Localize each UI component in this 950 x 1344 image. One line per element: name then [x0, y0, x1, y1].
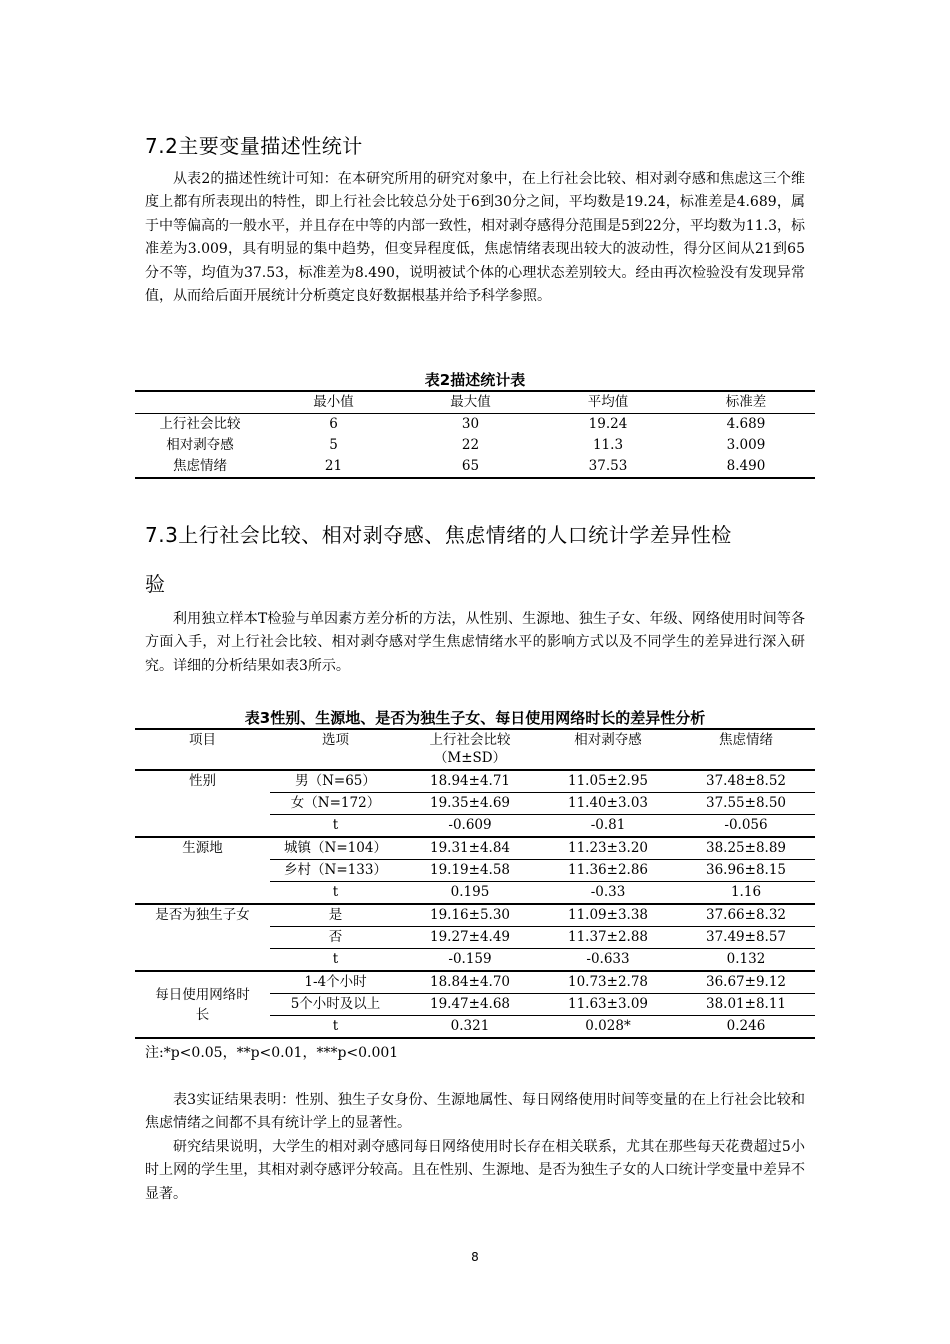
table-cell: 19.24	[588, 416, 628, 432]
table-cell: 19.31±4.84	[401, 837, 539, 860]
table-cell: 0.246	[677, 1016, 815, 1039]
table-row	[135, 770, 815, 793]
table-2-title: 表2描述统计表	[424, 371, 526, 389]
table-2-header	[135, 391, 265, 414]
section-7-3-heading: 7.3上行社会比较、相对剥夺感、焦虑情绪的人口统计学差异性检	[145, 523, 732, 547]
table-cell: 0.028*	[539, 1016, 677, 1039]
table-cell: 5个小时及以上	[270, 994, 401, 1016]
page-number: 8	[471, 1250, 479, 1264]
table-cell: 男（N=65）	[270, 770, 401, 793]
table-cell: -0.159	[401, 949, 539, 972]
table-row	[135, 904, 815, 927]
table-2-header: 最大值	[402, 391, 539, 414]
section-7-3-heading-continued: 验	[145, 572, 166, 596]
table-cell: 18.84±4.70	[401, 971, 539, 994]
table-cell: 5	[329, 437, 338, 453]
table-cell: -0.33	[539, 882, 677, 905]
table-cell: 37.55±8.50	[677, 793, 815, 815]
table-cell: 19.19±4.58	[401, 860, 539, 882]
table-row	[135, 456, 815, 478]
table-cell: 65	[402, 456, 539, 478]
table-cell: 11.40±3.03	[539, 793, 677, 815]
table-cell: -0.609	[401, 815, 539, 838]
table-cell: 19.27±4.49	[401, 927, 539, 949]
table-cell: 相对剥夺感	[166, 437, 234, 453]
table-cell: 30	[461, 416, 480, 432]
group-label-internet-time-line2: 长	[195, 1006, 210, 1023]
table-cell: 是	[270, 904, 401, 927]
table-3-header-rd: 相对剥夺感	[539, 729, 677, 770]
group-label-gender: 性别	[135, 770, 270, 837]
table-cell: 焦虑情绪	[135, 456, 265, 478]
table-cell: 22	[461, 437, 480, 453]
table-row	[135, 414, 815, 436]
table-cell: 10.73±2.78	[539, 971, 677, 994]
table-cell: 0.321	[401, 1016, 539, 1039]
table-cell: 6	[329, 416, 338, 432]
table-cell: t	[270, 815, 401, 838]
table-cell: 19.47±4.68	[401, 994, 539, 1016]
table-cell: 4.689	[726, 416, 766, 432]
table-3-header-usc-line1: 上行社会比较	[429, 732, 511, 748]
group-label-only-child: 是否为独生子女	[135, 904, 270, 971]
table-3-header-option: 选项	[270, 729, 401, 770]
table-row	[135, 435, 815, 456]
table-cell: -0.056	[677, 815, 815, 838]
table-cell: 36.67±9.12	[677, 971, 815, 994]
table-cell: 37.53	[539, 456, 677, 478]
table-cell: t	[270, 882, 401, 905]
group-label-internet-time	[135, 971, 270, 1038]
table-3-header-row	[135, 729, 815, 770]
table-2-header: 最小值	[265, 391, 402, 414]
table-cell: 0.195	[401, 882, 539, 905]
group-label-internet-time-line1: 每日使用网络时	[155, 986, 250, 1003]
table-cell: 38.01±8.11	[677, 994, 815, 1016]
table-2-header: 标准差	[677, 391, 815, 414]
table-cell: t	[270, 949, 401, 972]
table-3	[135, 728, 815, 1039]
table-cell: 11.05±2.95	[539, 770, 677, 793]
table-cell: t	[270, 1016, 401, 1039]
table-cell: 11.23±3.20	[539, 837, 677, 860]
table-3-header-anx: 焦虑情绪	[677, 729, 815, 770]
table-cell: 女（N=172）	[270, 793, 401, 815]
group-label-origin: 生源地	[135, 837, 270, 904]
table-3-header-usc-line2: （M±SD）	[433, 750, 507, 766]
table-3-title: 表3性别、生源地、是否为独生子女、每日使用网络时长的差异性分析	[244, 709, 706, 727]
conclusion-paragraph-1: 表3实证结果表明：性别、独生子女身份、生源地属性、每日网络使用时间等变量的在上行社会比较和焦虑情绪之间都不具有统计学上的显著性。	[145, 1092, 805, 1132]
table-3-header-usc	[401, 729, 539, 770]
table-cell: 11.36±2.86	[539, 860, 677, 882]
table-2-header-row	[135, 391, 815, 414]
table-cell: 11.37±2.88	[539, 927, 677, 949]
table-cell: 1.16	[677, 882, 815, 905]
table-cell: 11.3	[592, 437, 624, 453]
table-cell: 1-4个小时	[270, 971, 401, 994]
table-row	[135, 971, 815, 994]
table-2-header: 平均值	[539, 391, 677, 414]
table-cell: 37.66±8.32	[677, 904, 815, 927]
table-cell: 否	[270, 927, 401, 949]
table-cell: 37.48±8.52	[677, 770, 815, 793]
table-cell: 21	[265, 456, 402, 478]
table-cell: 38.25±8.89	[677, 837, 815, 860]
table-2	[135, 390, 815, 479]
table-cell: 37.49±8.57	[677, 927, 815, 949]
table-cell: 城镇（N=104）	[270, 837, 401, 860]
table-cell: 19.16±5.30	[401, 904, 539, 927]
section-7-2-heading: 7.2主要变量描述性统计	[145, 134, 363, 158]
table-cell: 19.35±4.69	[401, 793, 539, 815]
table-cell: 11.09±3.38	[539, 904, 677, 927]
conclusion-paragraph-2: 研究结果说明，大学生的相对剥夺感同每日网络使用时长存在相关联系，尤其在那些每天花费超过5小时上网的学生里，其相对剥夺感评分较高。且在性别、生源地、是否为独生子女的人口统计学变量中差异不显著。	[145, 1139, 805, 1202]
table-cell: 3.009	[726, 437, 766, 453]
table-cell: 乡村（N=133）	[270, 860, 401, 882]
table-row	[135, 837, 815, 860]
section-7-2-paragraph: 从表2的描述性统计可知：在本研究所用的研究对象中，在上行社会比较、相对剥夺感和焦虑这三个维度上都有所表现出的特性，即上行社会比较总分处于6到30分之间，平均数是19.24，标准差是4.689，属于中等偏高的一般水平，并且存在中等的内部一致性，相对剥夺感得分范围是5到22分，平均数为11.3，标准差为3.009，具有明显的集中趋势，但变异程度低，焦虑情绪表现出较大的波动性，得分区间从21到65分不等，均值为37.53，标准差为8.490，说明被试个体的心理状态差别较大。经由再次检验没有发现异常值，从而给后面开展统计分析奠定良好数据根基并给予科学参照。	[145, 171, 805, 305]
table-3-header-item: 项目	[135, 729, 270, 770]
table-cell: 0.132	[677, 949, 815, 972]
table-cell: 8.490	[677, 456, 815, 478]
section-7-3-paragraph: 利用独立样本T检验与单因素方差分析的方法，从性别、生源地、独生子女、年级、网络使用时间等各方面入手，对上行社会比较、相对剥夺感对学生焦虑情绪水平的影响方式以及不同学生的差异进行深入研究。详细的分析结果如表3所示。	[145, 611, 805, 674]
table-cell: 11.63±3.09	[539, 994, 677, 1016]
table-cell: -0.81	[539, 815, 677, 838]
table-cell: 上行社会比较	[159, 416, 241, 432]
table-cell: 18.94±4.71	[401, 770, 539, 793]
table-cell: -0.633	[539, 949, 677, 972]
table-cell: 36.96±8.15	[677, 860, 815, 882]
table-3-note: 注:*p<0.05，**p<0.01，***p<0.001	[145, 1045, 399, 1061]
